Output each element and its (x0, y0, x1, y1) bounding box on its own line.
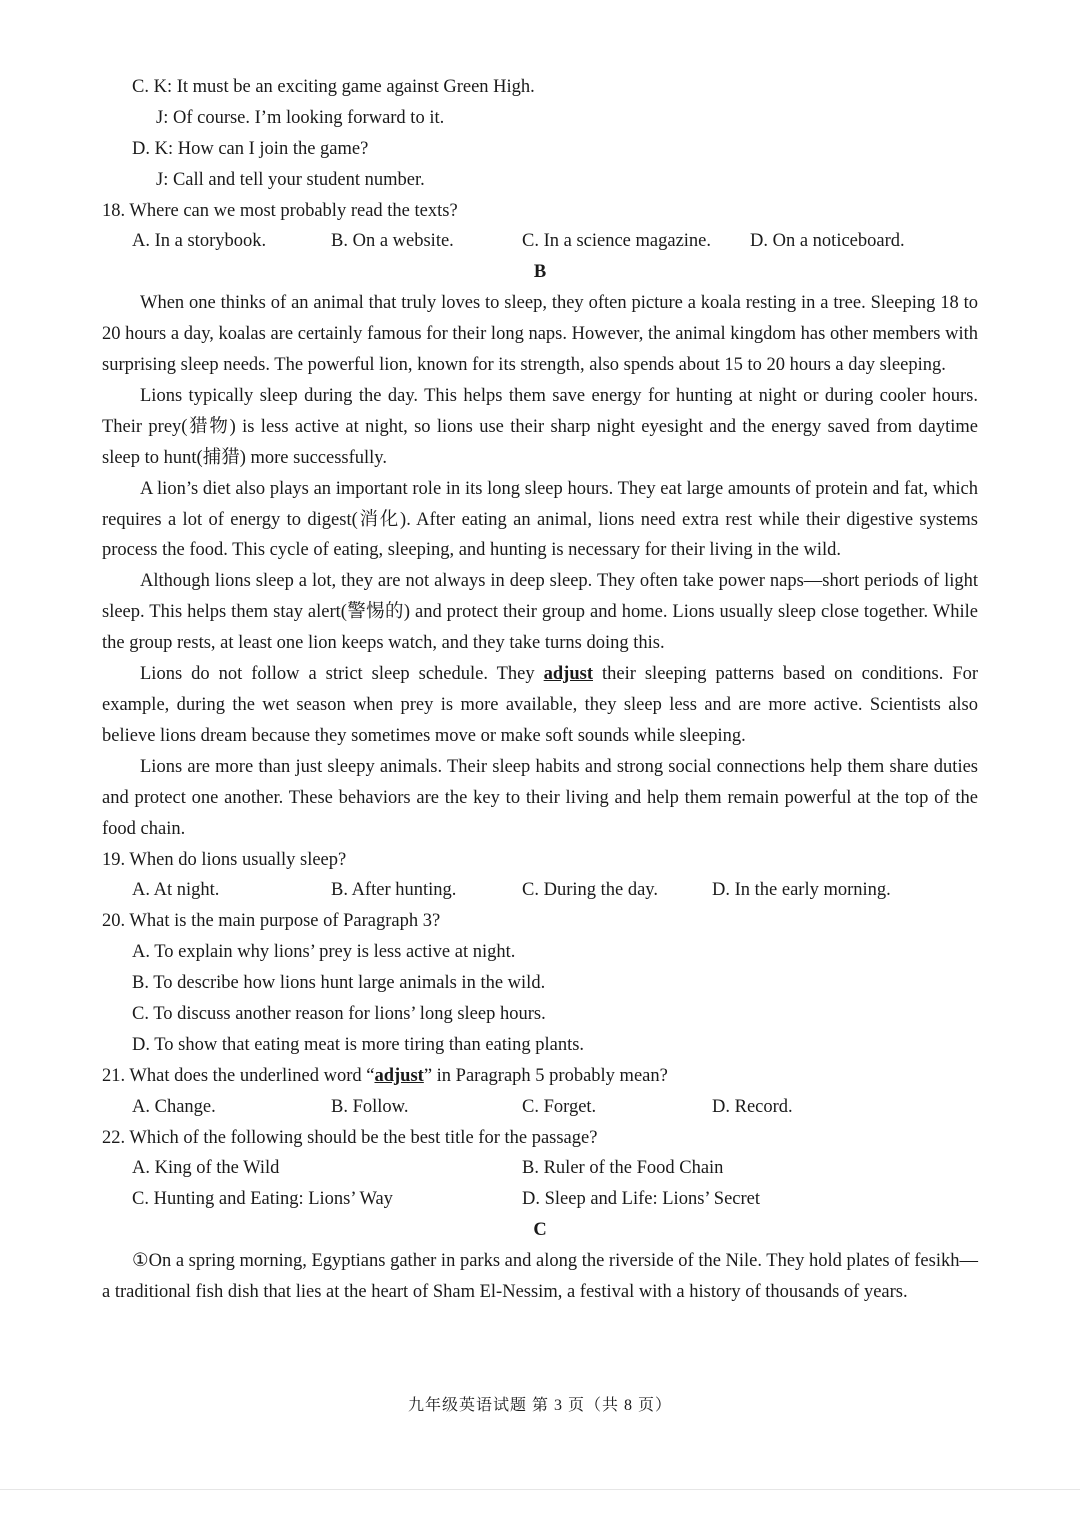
p5-text-before: Lions do not follow a strict sleep schedule. They (140, 664, 544, 685)
question-22-options-ab (102, 1153, 978, 1184)
q18-option-b: B. On a website. (331, 231, 454, 252)
q18-option-d: D. On a noticeboard. (750, 231, 905, 252)
q18-option-c: C. In a science magazine. (522, 231, 712, 252)
q22-option-b: B. Ruler of the Food Chain (522, 1158, 724, 1179)
p5-text-after: their sleeping patterns based on conditions. For example, during the wet season when prey is more available, they sleep less and are more active. Scientists also believe lions dream because they sometimes move or make soft sounds while sleeping. (102, 664, 978, 746)
q22-option-d: D. Sleep and Life: Lions’ Secret (522, 1189, 761, 1210)
exam-page (102, 72, 978, 1308)
passage-b-paragraph-3: A lion’s diet also plays an important role in its long sleep hours. They eat large amounts of protein and fat, which requires a lot of energy to digest(消化). After eating an animal, lions need extra rest while their digestive systems process the food. This cycle of eating, sleeping, and hunting is necessary for their living in the wild. (102, 478, 978, 561)
page-footer: 九年级英语试题 第 3 页（共 8 页） (407, 1397, 672, 1414)
question-19: 19. When do lions usually sleep? (102, 849, 347, 870)
question-22-options-cd (102, 1184, 978, 1215)
question-18: 18. Where can we most probably read the texts? (102, 200, 458, 221)
question-21 (102, 1061, 978, 1092)
q21-option-c: C. Forget. (522, 1096, 597, 1117)
q20-option-b: B. To describe how lions hunt large animals in the wild. (132, 973, 546, 994)
passage-b-paragraph-2: Lions typically sleep during the day. This helps them save energy for hunting at night or during cooler hours. Their prey(猎物) is less active at night, so lions use their sharp night eyesight and the energy saved from daytime sleep to hunt(捕猎) more successfully. (102, 385, 978, 468)
option-c-j: J: Of course. I’m looking forward to it. (156, 107, 445, 128)
bottom-divider (0, 1489, 1080, 1490)
passage-b-paragraph-5 (102, 659, 978, 752)
passage-b-paragraph-1: When one thinks of an animal that truly loves to sleep, they often picture a koala resting in a tree. Sleeping 18 to 20 hours a day, koalas are certainly famous for their long naps. However, the animal kingdom has other members with surprising sleep needs. The powerful lion, known for its strength, also spends about 15 to 20 hours a day sleeping. (102, 293, 978, 376)
q21-option-d: D. Record. (712, 1096, 793, 1117)
option-d-j: J: Call and tell your student number. (156, 169, 425, 190)
option-d-k: D. K: How can I join the game? (132, 138, 369, 159)
question-22: 22. Which of the following should be the best title for the passage? (102, 1127, 598, 1148)
q22-option-a: A. King of the Wild (132, 1158, 280, 1179)
section-b-heading: B (533, 262, 547, 283)
q21-underlined-word: adjust (374, 1065, 424, 1086)
q19-option-d: D. In the early morning. (712, 880, 891, 901)
section-c-heading: C (533, 1220, 547, 1241)
q22-option-c: C. Hunting and Eating: Lions’ Way (132, 1189, 393, 1210)
underlined-word-adjust: adjust (543, 664, 593, 685)
question-20: 20. What is the main purpose of Paragraph 3? (102, 911, 441, 932)
question-19-options (102, 875, 978, 906)
q21-stem-before: 21. What does the underlined word “ (102, 1065, 375, 1086)
question-18-options (102, 226, 978, 257)
q20-option-a: A. To explain why lions’ prey is less active at night. (132, 942, 516, 963)
q19-option-a: A. At night. (132, 880, 220, 901)
q20-option-d: D. To show that eating meat is more tiring than eating plants. (132, 1034, 585, 1055)
q19-option-b: B. After hunting. (331, 880, 457, 901)
q21-option-b: B. Follow. (331, 1096, 409, 1117)
q21-stem-after: ” in Paragraph 5 probably mean? (423, 1065, 668, 1086)
q19-option-c: C. During the day. (522, 880, 658, 901)
q21-option-a: A. Change. (132, 1096, 216, 1117)
passage-b-paragraph-6: Lions are more than just sleepy animals. Their sleep habits and strong social connections help them share duties and protect one another. These behaviors are the key to their living and help them remain powerful at the top of the food chain. (102, 756, 978, 839)
q18-option-a: A. In a storybook. (132, 231, 267, 252)
q20-option-c: C. To discuss another reason for lions’ long sleep hours. (132, 1004, 546, 1024)
option-c-k: C. K: It must be an exciting game against Green High. (132, 77, 535, 97)
question-21-options (102, 1092, 978, 1123)
passage-b-paragraph-4: Although lions sleep a lot, they are not always in deep sleep. They often take power naps—short periods of light sleep. This helps them stay alert(警惕的) and protect their group and home. Lions usually sleep close together. While the group rests, at least one lion keeps watch, and they take turns doing this. (102, 571, 978, 654)
passage-c-paragraph-1: ①On a spring morning, Egyptians gather in parks and along the riverside of the Nile. They hold plates of fesikh—a traditional fish dish that lies at the heart of Sham El-Nessim, a festival with a history of thousands of years. (102, 1251, 978, 1303)
